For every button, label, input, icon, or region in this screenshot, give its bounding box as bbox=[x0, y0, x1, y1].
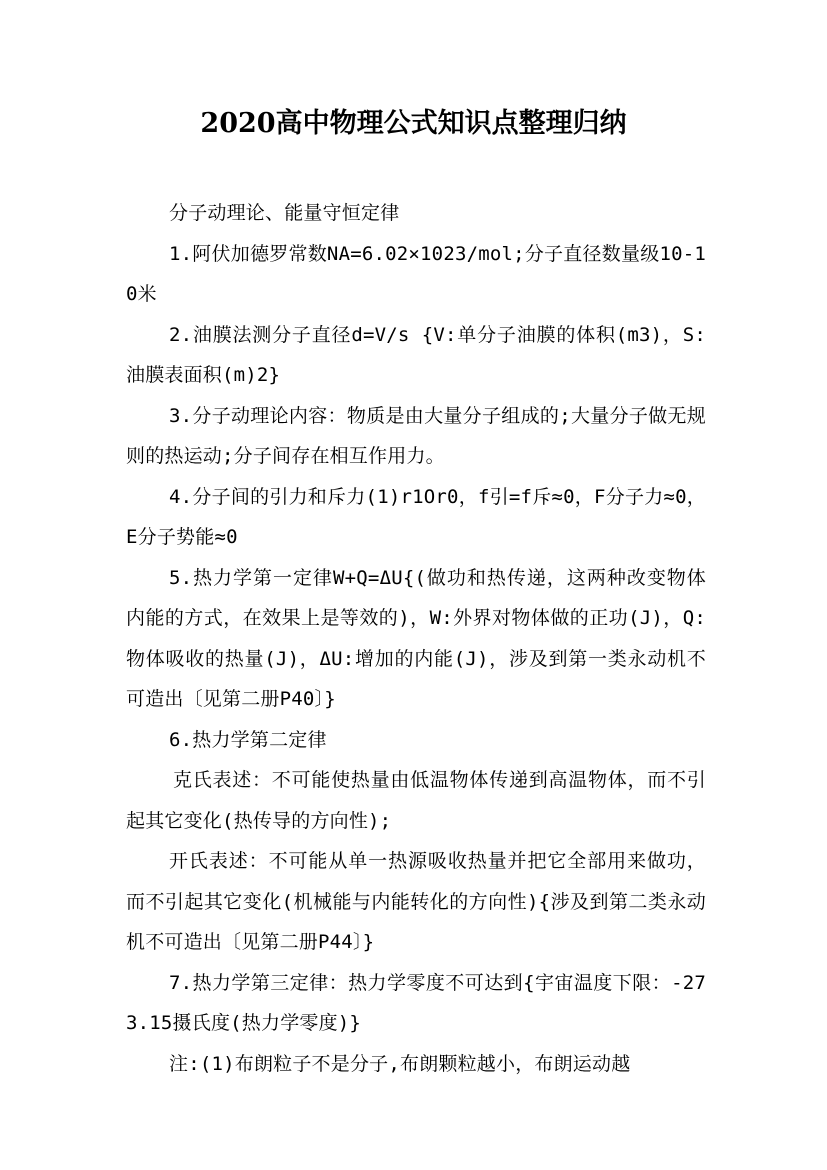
document-body bbox=[126, 193, 706, 1084]
paragraph-molecular-force: 4.分子间的引力和斥力(1)r1Or0，f引=f斥≈0，F分子力≈0，E分子势能≈0 bbox=[126, 485, 706, 548]
paragraph-clausius-statement: 克氏表述：不可能使热量由低温物体传递到高温物体，而不引起其它变化(热传导的方向性); bbox=[126, 769, 706, 832]
paragraph-note: 注:(1)布朗粒子不是分子,布朗颗粒越小，布朗运动越 bbox=[169, 1052, 631, 1075]
paragraph-section-heading: 分子动理论、能量守恒定律 bbox=[169, 202, 400, 224]
paragraph-first-law: 5.热力学第一定律W+Q=ΔU{(做功和热传递，这两种改变物体内能的方式，在效果上是等效的)，W:外界对物体做的正功(J)，Q:物体吸收的热量(J)，ΔU:增加的内能(J)，涉及到第一类永动机不可造出〔见第二册P40〕} bbox=[126, 566, 706, 710]
paragraph-second-law: 6.热力学第二定律 bbox=[169, 728, 327, 751]
paragraph-avogadro: 1.阿伏加德罗常数NA=6.02×1023/mol;分子直径数量级10-10米 bbox=[126, 242, 706, 305]
paragraph-kelvin-statement: 开氏表述：不可能从单一热源吸收热量并把它全部用来做功，而不引起其它变化(机械能与内能转化的方向性){涉及到第二类永动机不可造出〔见第二册P44〕} bbox=[126, 850, 706, 953]
paragraph-kinetic-theory: 3.分子动理论内容：物质是由大量分子组成的;大量分子做无规则的热运动;分子间存在相互作用力。 bbox=[126, 404, 706, 467]
document-title: 2020高中物理公式知识点整理归纳 bbox=[200, 108, 627, 139]
paragraph-third-law: 7.热力学第三定律：热力学零度不可达到{宇宙温度下限：-273.15摄氏度(热力学零度)} bbox=[126, 971, 706, 1034]
paragraph-oil-film: 2.油膜法测分子直径d=V/s {V:单分子油膜的体积(m3)，S:油膜表面积(m)2} bbox=[126, 323, 706, 386]
